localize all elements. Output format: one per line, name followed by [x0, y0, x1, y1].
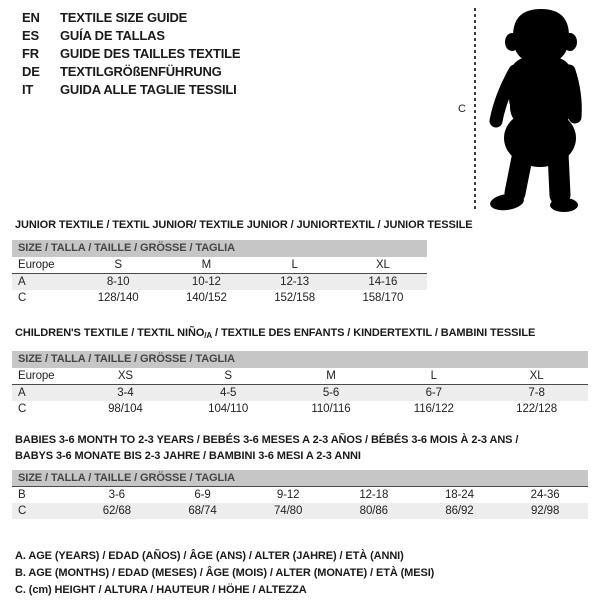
- value-cell: 122/128: [516, 403, 558, 415]
- language-title: GUIDA ALLE TAGLIE TESSILI: [60, 82, 237, 97]
- value-cell: 62/68: [74, 503, 160, 519]
- height-dashed-line: [474, 8, 476, 210]
- size-cell: M: [162, 257, 250, 274]
- value-cell: 24-36: [530, 489, 560, 501]
- value-cell: 152/158: [274, 292, 316, 304]
- value-cell: 74/80: [245, 503, 331, 519]
- size-cell: S: [177, 368, 280, 385]
- size-cell: XL: [485, 368, 588, 385]
- size-cell: L: [382, 368, 485, 385]
- language-title: GUÍA DE TALLAS: [60, 28, 165, 43]
- value-cell: 5-6: [280, 385, 383, 402]
- language-code: DE: [22, 64, 40, 79]
- baby-silhouette-icon: [479, 5, 584, 215]
- value-cell: 92/98: [502, 503, 588, 519]
- table-row-age: [12, 385, 588, 402]
- value-cell: 7-8: [485, 385, 588, 402]
- value-cell: 80/86: [331, 503, 417, 519]
- size-cell: XS: [74, 368, 177, 385]
- value-cell: 14-16: [339, 274, 427, 291]
- height-measure-figure: [455, 5, 587, 219]
- columns-row: [12, 368, 588, 385]
- size-cell: S: [74, 257, 162, 274]
- row-label: Europe: [12, 368, 74, 385]
- row-label: A: [12, 274, 74, 291]
- value-cell: 6-7: [382, 385, 485, 402]
- babies-size-table: [12, 487, 588, 519]
- children-size-table: [12, 368, 588, 417]
- language-code: FR: [22, 46, 39, 61]
- value-cell: 158/170: [362, 292, 404, 304]
- value-cell: 116/122: [413, 403, 454, 415]
- row-label: Europe: [12, 257, 74, 274]
- value-cell: 68/74: [160, 503, 246, 519]
- value-cell: 3-4: [74, 385, 177, 402]
- section-title: CHILDREN'S TEXTILE / TEXTIL NIÑO/A / TEXTILE DES ENFANTS / KINDERTEXTIL / BAMBINI TESSILE: [15, 327, 536, 340]
- height-label: C: [458, 103, 466, 115]
- size-cell: M: [280, 368, 383, 385]
- table-row-age-months: [12, 487, 588, 503]
- value-cell: 110/116: [311, 403, 351, 415]
- size-header-bar: SIZE / TALLA / TAILLE / GRÖSSE / TAGLIA: [12, 240, 427, 257]
- value-cell: 3-6: [108, 489, 125, 501]
- value-cell: 140/152: [185, 292, 227, 304]
- legend-line-c: C. (cm) HEIGHT / ALTURA / HAUTEUR / HÖHE / ALTEZZA: [15, 584, 307, 596]
- row-label: C: [18, 403, 27, 415]
- table-row-height: [12, 503, 588, 519]
- size-cell: L: [251, 257, 339, 274]
- value-cell: 6-9: [194, 489, 211, 501]
- language-code: IT: [22, 82, 34, 97]
- value-cell: 104/110: [208, 403, 249, 415]
- columns-row: [12, 257, 427, 274]
- value-cell: 18-24: [444, 489, 474, 501]
- size-header-bar: SIZE / TALLA / TAILLE / GRÖSSE / TAGLIA: [12, 351, 588, 368]
- language-code: EN: [22, 10, 40, 25]
- children-textile-section: [12, 326, 600, 417]
- section-title: JUNIOR TEXTILE / TEXTIL JUNIOR/ TEXTILE JUNIOR / JUNIORTEXTIL / JUNIOR TESSILE: [15, 219, 473, 231]
- junior-size-table: [12, 257, 427, 306]
- value-cell: 9-12: [276, 489, 300, 501]
- value-cell: 86/92: [417, 503, 503, 519]
- legend-line-b: B. AGE (MONTHS) / EDAD (MESES) / ÂGE (MOIS) / ALTER (MONATE) / ETÀ (MESI): [15, 567, 435, 579]
- row-label: C: [12, 503, 74, 519]
- value-cell: 8-10: [74, 274, 162, 291]
- legend-line-a: A. AGE (YEARS) / EDAD (AÑOS) / ÂGE (ANS) / ALTER (JAHRE) / ETÀ (ANNI): [15, 550, 404, 562]
- language-title: TEXTILE SIZE GUIDE: [60, 10, 188, 25]
- junior-textile-section: [12, 218, 600, 306]
- babies-textile-section: [12, 432, 600, 519]
- language-title: TEXTILGRÖßENFÜHRUNG: [60, 64, 222, 79]
- value-cell: 4-5: [177, 385, 280, 402]
- value-cell: 128/140: [97, 292, 139, 304]
- section-title: BABIES 3-6 MONTH TO 2-3 YEARS / BEBÉS 3-6 MESES A 2-3 AÑOS / BÉBÉS 3-6 MOIS À 2-3 ANS /: [15, 434, 519, 446]
- value-cell: 12-18: [359, 489, 389, 501]
- legend: [15, 548, 600, 599]
- value-cell: 10-12: [162, 274, 250, 291]
- table-row-height: [12, 290, 427, 306]
- section-title-line2: BABYS 3-6 MONATE BIS 2-3 JAHRE / BAMBINI 3-6 MESI A 2-3 ANNI: [15, 450, 361, 462]
- language-title: GUIDE DES TAILLES TEXTILE: [60, 46, 241, 61]
- table-row-height: [12, 401, 588, 417]
- language-code: ES: [22, 28, 39, 43]
- value-cell: 98/104: [108, 403, 143, 415]
- row-label: A: [12, 385, 74, 402]
- table-row-age: [12, 274, 427, 291]
- row-label: B: [18, 489, 26, 501]
- value-cell: 12-13: [251, 274, 339, 291]
- size-header-bar: SIZE / TALLA / TAILLE / GRÖSSE / TAGLIA: [12, 470, 588, 487]
- row-label: C: [18, 292, 27, 304]
- size-cell: XL: [339, 257, 427, 274]
